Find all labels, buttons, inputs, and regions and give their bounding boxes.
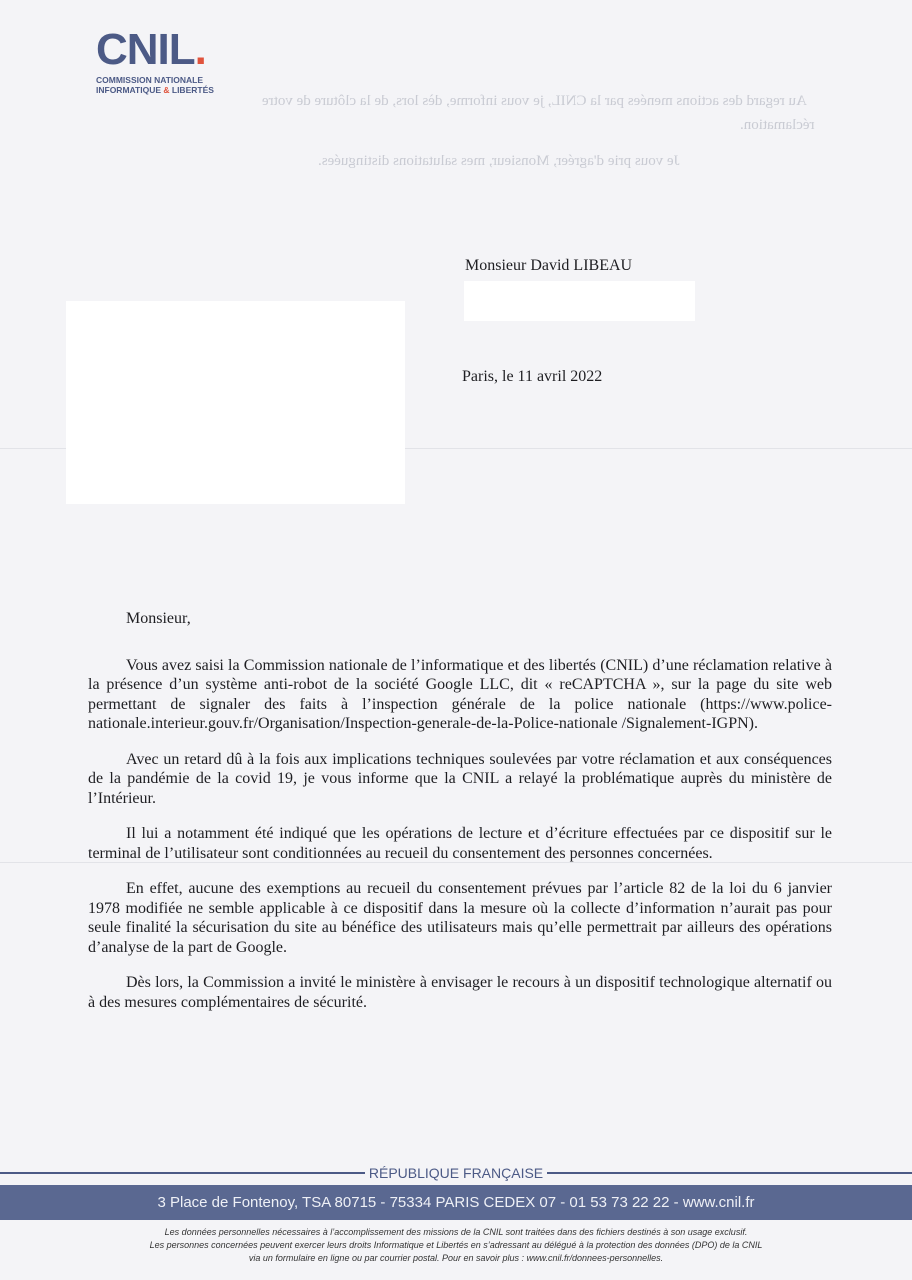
body-paragraph-5: Dès lors, la Commission a invité le ministère à envisager le recours à un dispositif technologique alternatif ou à des mesures complémentaires de sécurité. [88, 974, 832, 1011]
cnil-logo [96, 25, 246, 95]
footer-legal [40, 1226, 872, 1265]
republique-francaise-label: RÉPUBLIQUE FRANÇAISE [368, 1165, 544, 1181]
logo-name: CNIL [96, 25, 195, 74]
logo-amp: & [163, 85, 170, 95]
logo-dot: . [194, 25, 206, 74]
redacted-reference-block [66, 301, 405, 504]
body-paragraph-1: Vous avez saisi la Commission nationale de l’informatique et des libertés (CNIL) d’une réclamation relative à la présence d’un système anti-robot de la société Google LLC, dit « reCAPTCHA », sur la page du site web permettant de signaler des faits à l’inspection générale de la police nationale (https://www.police-nationale.interieur.gouv.fr/Organisation/Inspection-generale-de-la-Police-nationale /Signalement-IGPN). [88, 656, 832, 732]
show-through-line3: Je vous prie d'agréer, Monsieur, mes salutations distinguées. [318, 153, 680, 169]
legal-line2: Les personnes concernées peuvent exercer leurs droits Informatique et Libertés en s’adressant au délégué à la protection des données (DPO) de la CNIL [149, 1240, 763, 1250]
legal-line1: Les données personnelles nécessaires à l’accomplissement des missions de la CNIL sont traitées dans des fichiers destinés à son usage exclusif. [164, 1227, 748, 1237]
redacted-address [464, 281, 695, 321]
show-through-line1: Au regard des actions menées par la CNIL, je vous informe, dès lors, de la clôture de votre [262, 93, 807, 109]
footer-address: 3 Place de Fontenoy, TSA 80715 - 75334 PARIS CEDEX 07 - 01 53 73 22 22 - www.cnil.fr [0, 1185, 912, 1220]
letter-body [88, 609, 832, 1028]
body-paragraph-2: Avec un retard dû à la fois aux implications techniques soulevées par votre réclamation et aux conséquences de la pandémie de la covid 19, je vous informe que la CNIL a relayé la problématique auprès du ministère de l’Intérieur. [88, 750, 832, 807]
logo-line1: COMMISSION NATIONALE [96, 75, 204, 85]
body-paragraph-3: Il lui a notamment été indiqué que les opérations de lecture et d’écriture effectuées par ce dispositif sur le terminal de l’utilisateur sont conditionnées au recueil du consentement des personnes concernées. [88, 825, 832, 862]
republique-francaise-rule [0, 1162, 912, 1184]
logo-line2b: LIBERTÉS [169, 85, 214, 95]
salutation: Monsieur, [126, 610, 191, 627]
body-paragraph-4: En effet, aucune des exemptions au recueil du consentement prévues par l’article 82 de la loi du 6 janvier 1978 modifiée ne semble applicable à ce dispositif dans la mesure où la collecte d’information n’aurait pas pour seule finalité la sécurisation du site au bénéfice des utilisateurs mais qu’elle permettrait par ailleurs des opérations d’analyse de la part de Google. [88, 880, 832, 956]
show-through-line2: réclamation. [740, 117, 815, 133]
legal-line3: via un formulaire en ligne ou par courrier postal. Pour en savoir plus : www.cnil.fr/donnees-personnelles. [248, 1253, 664, 1263]
letter-date: Paris, le 11 avril 2022 [462, 368, 603, 385]
recipient-name: Monsieur David LIBEAU [465, 257, 633, 274]
logo-line2a: INFORMATIQUE [96, 85, 164, 95]
